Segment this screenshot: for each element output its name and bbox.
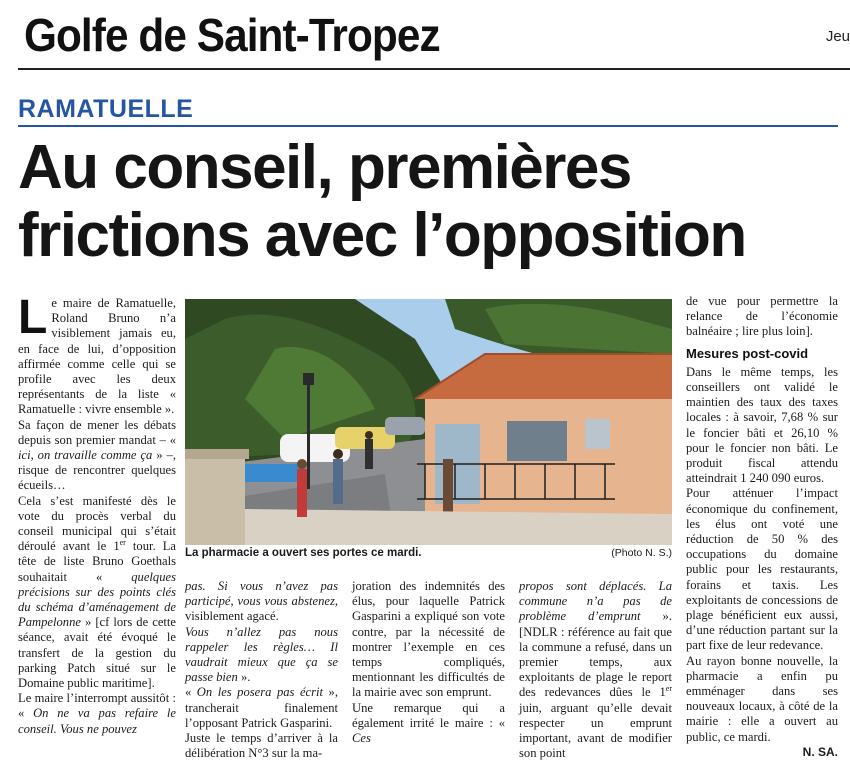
article-column-5 — [686, 294, 838, 759]
paragraph: Pour atténuer l’impact économique du confinement, les élus ont voté une réduction de 50 % des occupations du domaine public pour les restaurants, forains et taxis. Les exploitants de concessions de plage bénéficient eux aussi, d’une réduction partant sur la part fixe de leur redevance. — [686, 486, 838, 653]
article-column-4 — [519, 579, 672, 761]
paragraph: de vue pour permettre la relance de l’économie balnéaire ; lire plus loin]. — [686, 294, 838, 339]
dropcap: L — [18, 291, 48, 344]
paragraph: Dans le même temps, les conseillers ont validé le maintien des taux des taxes locales : à savoir, 7,68 % sur le foncier bâti et 26,10 % pour le foncier non bâti. Le produit fiscal attendu atteindrait 1 240 090 euros. — [686, 364, 838, 486]
paragraph: « On les posera pas écrit », trancherait finalement l’opposant Patrick Gasparini. — [185, 685, 338, 730]
article-column-2 — [185, 579, 338, 761]
section-label: RAMATUELLE — [18, 95, 194, 123]
pharmacy-photo — [185, 299, 672, 545]
paragraph: pas. Si vous n’avez pas participé, vous vous abstenez, visiblement agacé. — [185, 579, 338, 624]
paragraph: propos sont déplacés. La commune n’a pas de problème d’emprunt ». [NDLR : référence au fait que la commune a refusé, dans un premier temps, aux exploitants de plage le report des redevances dûes le 1er juin, arguant qu’elle devait respecter un emprunt important, avant de modifier son point — [519, 579, 672, 761]
article-column-1 — [18, 291, 176, 752]
author-signature: N. SA. — [802, 744, 838, 759]
headline — [18, 134, 838, 270]
paragraph: Sa façon de mener les débats depuis son premier mandat – « ici, on travaille comme ça » –, risque de rencontrer quelques écueils… — [18, 417, 176, 493]
paragraph: Cela s’est manifesté dès le vote du procès verbal du conseil municipal qui s’était déroulé avant le 1er tour. La tête de liste Bruno Goethals souhaitait « quelques précisions sur des points clés du schéma d’aménagement de Pampelonne » [cf lors de cette séance, avait été évoqué le transfert de la gestion du parking Patch situé sur le Domaine public maritime]. — [18, 493, 176, 691]
article-column-3 — [352, 579, 505, 749]
paragraph: Vous n’allez pas nous rappeler les règles… Il vaudrait mieux que ça se passe bien ». — [185, 624, 338, 685]
pharmacy-photo-image — [185, 299, 672, 545]
masthead-date: Jeu — [825, 28, 850, 45]
headline-line-2: frictions avec l’opposition — [18, 201, 746, 270]
photo-credit: (Photo N. S.) — [611, 547, 672, 559]
paragraph: Juste le temps d’arriver à la délibération N°3 sur la ma- — [185, 731, 338, 761]
paragraph: Le maire de Ramatuelle, Roland Bruno n’a visiblement jamais eu, en face de lui, d’opposition affirmée comme celle qui se profile avec les deux représentants de la liste « Ramatuelle : vivre ensemble ». — [18, 291, 176, 417]
masthead-title: Golfe de Saint-Tropez — [24, 9, 440, 61]
masthead-rule — [18, 68, 850, 70]
caption-text: La pharmacie a ouvert ses portes ce mardi. — [185, 547, 422, 559]
paragraph: Au rayon bonne nouvelle, la pharmacie a enfin pu emménager dans ses nouveaux locaux, à côté de la mairie : elle a ouvert au public, ce mardi. — [686, 653, 838, 744]
masthead — [18, 6, 850, 66]
paragraph: Le maire l’interrompt aussitôt : « On ne va pas refaire le conseil. Vous ne pouvez — [18, 691, 176, 736]
paragraph: Une remarque qui a également irrité le maire : « Ces — [352, 700, 505, 746]
photo-caption — [185, 547, 672, 565]
headline-line-1: Au conseil, premières — [18, 133, 631, 202]
subhead-mesures-post-covid: Mesures post-covid — [686, 345, 809, 361]
section-rule — [18, 125, 838, 127]
paragraph: joration des indemnités des élus, pour laquelle Patrick Gasparini a expliqué son vote contre, par la nécessité de montrer l’exemple en ces temps compliqués, mentionnant les difficultés de la mairie avec son emprunt. — [352, 579, 505, 700]
